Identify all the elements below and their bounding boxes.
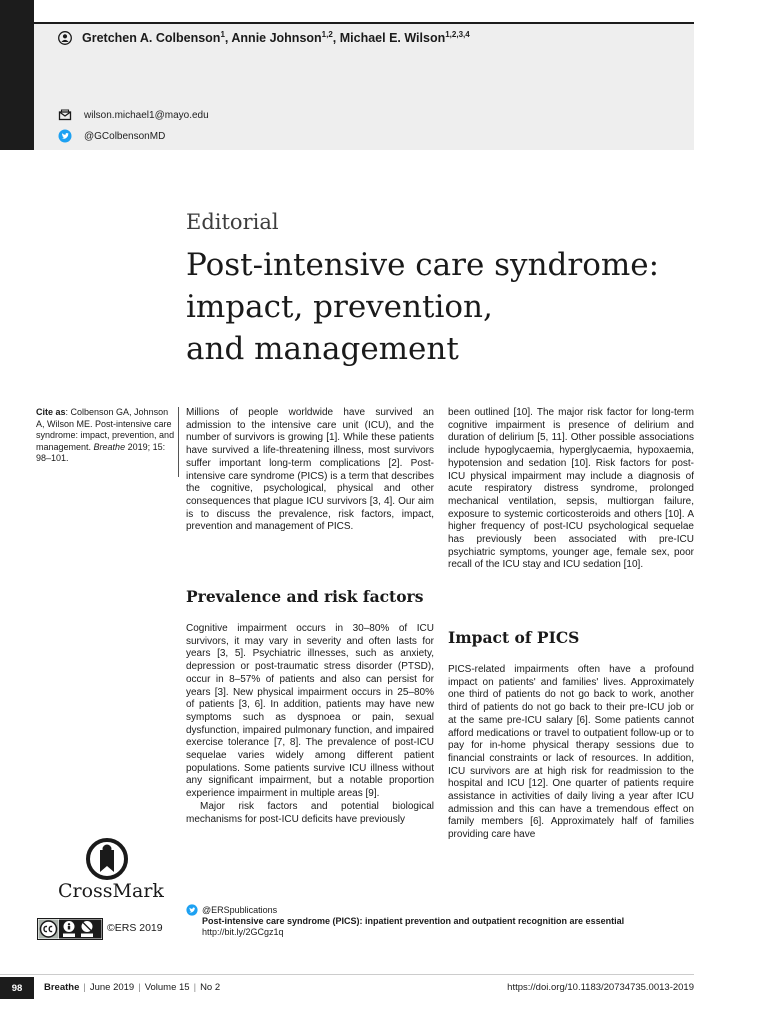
prevalence-paragraph: Cognitive impairment occurs in 30–80% of ICU survivors, it may vary in severity and often lasts for years [3, 5]. Psychiatric illnesses, such as anxiety, depression or post-traumatic stress disorder (PTSD), occur in 8–57% of patients and also can persist for years [3]. New physical impairment occurs in 25–80% of patients [3, 6]. In addition, patients may have new symptoms such as dyspnoea or pain, sexual dysfunction, impaired pulmonary function, and impaired exercise tolerance [7, 8]. The prevalence of post-ICU sequelae varies widely among different patient populations. Some patients survive ICU illness without any significant impairment, but a notable proportion experience impairment in multiple areas [9]. (186, 623, 434, 800)
column-left-intro (186, 407, 434, 534)
crossmark-label[interactable]: CrossMark (58, 880, 164, 902)
section-heading-prevalence: Prevalence and risk factors (186, 587, 424, 606)
author-email-link[interactable]: wilson.michael1@mayo.edu (84, 109, 209, 121)
author-separator: , (332, 31, 340, 46)
column-right-impact (448, 664, 694, 842)
author-affiliation: 1,2,3,4 (445, 30, 470, 39)
authors-row (58, 30, 470, 45)
author-name: Michael E. Wilson (339, 31, 446, 46)
twitter-row (58, 129, 165, 143)
page-number: 98 (0, 977, 34, 999)
title-line: impact, prevention, (186, 289, 493, 325)
cite-text: : Colbenson GA, Johnson A, Wilson ME. Post-intensive care syndrome: impact, prevention, and management. (36, 407, 175, 452)
issue-date: June 2019 (89, 982, 135, 993)
author-name: Annie Johnson (231, 31, 322, 46)
copyright-notice: ©ERS 2019 (107, 922, 163, 934)
mail-icon (58, 108, 72, 122)
email-row (58, 108, 209, 122)
risk-factor-paragraph: Major risk factors and potential biological mechanisms for post-ICU deficits have previously (186, 800, 434, 825)
author-affiliation: 1 (220, 30, 225, 39)
author-name: Gretchen A. Colbenson (82, 31, 221, 46)
risk-factors-paragraph: been outlined [10]. The major risk factor for long-term cognitive impairment is presence of delirium and duration of delirium [5, 11]. Other possible associations include hypoglycaemia, hyperglycaemia, hypoxaemia, hypotension and sedation [10]. Risk factors for post-ICU physical impairment may include a diagnosis of acute respiratory distress syndrome, prolonged mechanical ventilation, sepsis, multiorgan failure, exposure to systemic corticosteroids and others [10]. A higher frequency of post-ICU psychological sequelae has previously been associated with pre-ICU psychiatric symptoms, younger age, female sex, poor recall of the ICU stay and ICU sedation [10]. (448, 407, 694, 571)
author-twitter-link[interactable]: @GColbensonMD (84, 130, 166, 142)
tweetable-summary (186, 904, 706, 938)
tweet-handle-link[interactable]: @ERSpublications (202, 904, 278, 915)
author-icon (58, 31, 72, 45)
author-separator: , (224, 31, 232, 46)
citation-divider (178, 407, 179, 477)
twitter-icon (58, 129, 72, 143)
volume: Volume 15 (144, 982, 190, 993)
creative-commons-badge-icon (37, 918, 103, 940)
title-line: Post-intensive care syndrome: (186, 247, 660, 283)
column-left-prevalence (186, 623, 434, 826)
impact-paragraph: PICS-related impairments often have a profound impact on patients' and families' lives. Approximately one third of patients do not go back to work, another third of patients do not go back to their pre-ICU job or at the same pre-ICU salary [6]. Some patients cannot afford medications or travel to outpatient follow-up or to pay for in-home physical therapy sessions due to financial constraints or lack of resources. In addition, ICU survivors are at high risk for readmission to the hospital and ICU [12]. One quarter of patients require assistance in activities of daily living a year after ICU admission and this can have a tremendous effect on family members [6]. Approximately half of families providing care have (448, 664, 694, 841)
journal-info: Breathe | June 2019 | Volume 15 | No 2 (44, 982, 221, 993)
author-affiliation: 1,2 (321, 30, 333, 39)
tweet-handle-row (186, 904, 706, 916)
cite-journal: Breathe (93, 441, 126, 452)
tweet-body (186, 916, 706, 938)
article-title (186, 244, 706, 370)
doi-link[interactable]: https://doi.org/10.1183/20734735.0013-2019 (507, 982, 694, 993)
footer-divider (0, 974, 694, 975)
section-heading-impact: Impact of PICS (448, 628, 580, 647)
tweet-short-link[interactable]: http://bit.ly/2GCgz1q (202, 927, 284, 937)
cite-label: Cite as (36, 407, 66, 417)
cite-volume: 2019; 15: 98–101. (36, 441, 166, 464)
column-right-risk (448, 407, 694, 572)
author-list (82, 30, 470, 45)
title-line: and management (186, 331, 459, 367)
tweet-title: Post-intensive care syndrome (PICS): inpatient prevention and outpatient recognition are essential (202, 916, 625, 926)
intro-paragraph: Millions of people worldwide have survived an admission to the intensive care unit (ICU), and the number of survivors is growing [1]. While these patients have survived a life-threatening illness, most survivors suffer important long-term complications [2]. Post-intensive care syndrome (PICS) is a term that describes the cognitive, psychological, physical and other consequences that plague ICU survivors [3, 4]. Our aim is to discuss the prevalence, risk factors, impact, prevention and management of PICS. (186, 407, 434, 533)
twitter-icon (186, 904, 198, 916)
crossmark-logo-icon[interactable] (84, 838, 130, 884)
citation-block (36, 407, 176, 465)
issue-number: No 2 (200, 982, 221, 993)
journal-name: Breathe (44, 982, 80, 993)
article-type: Editorial (186, 210, 279, 234)
header-side-bar (0, 0, 34, 150)
